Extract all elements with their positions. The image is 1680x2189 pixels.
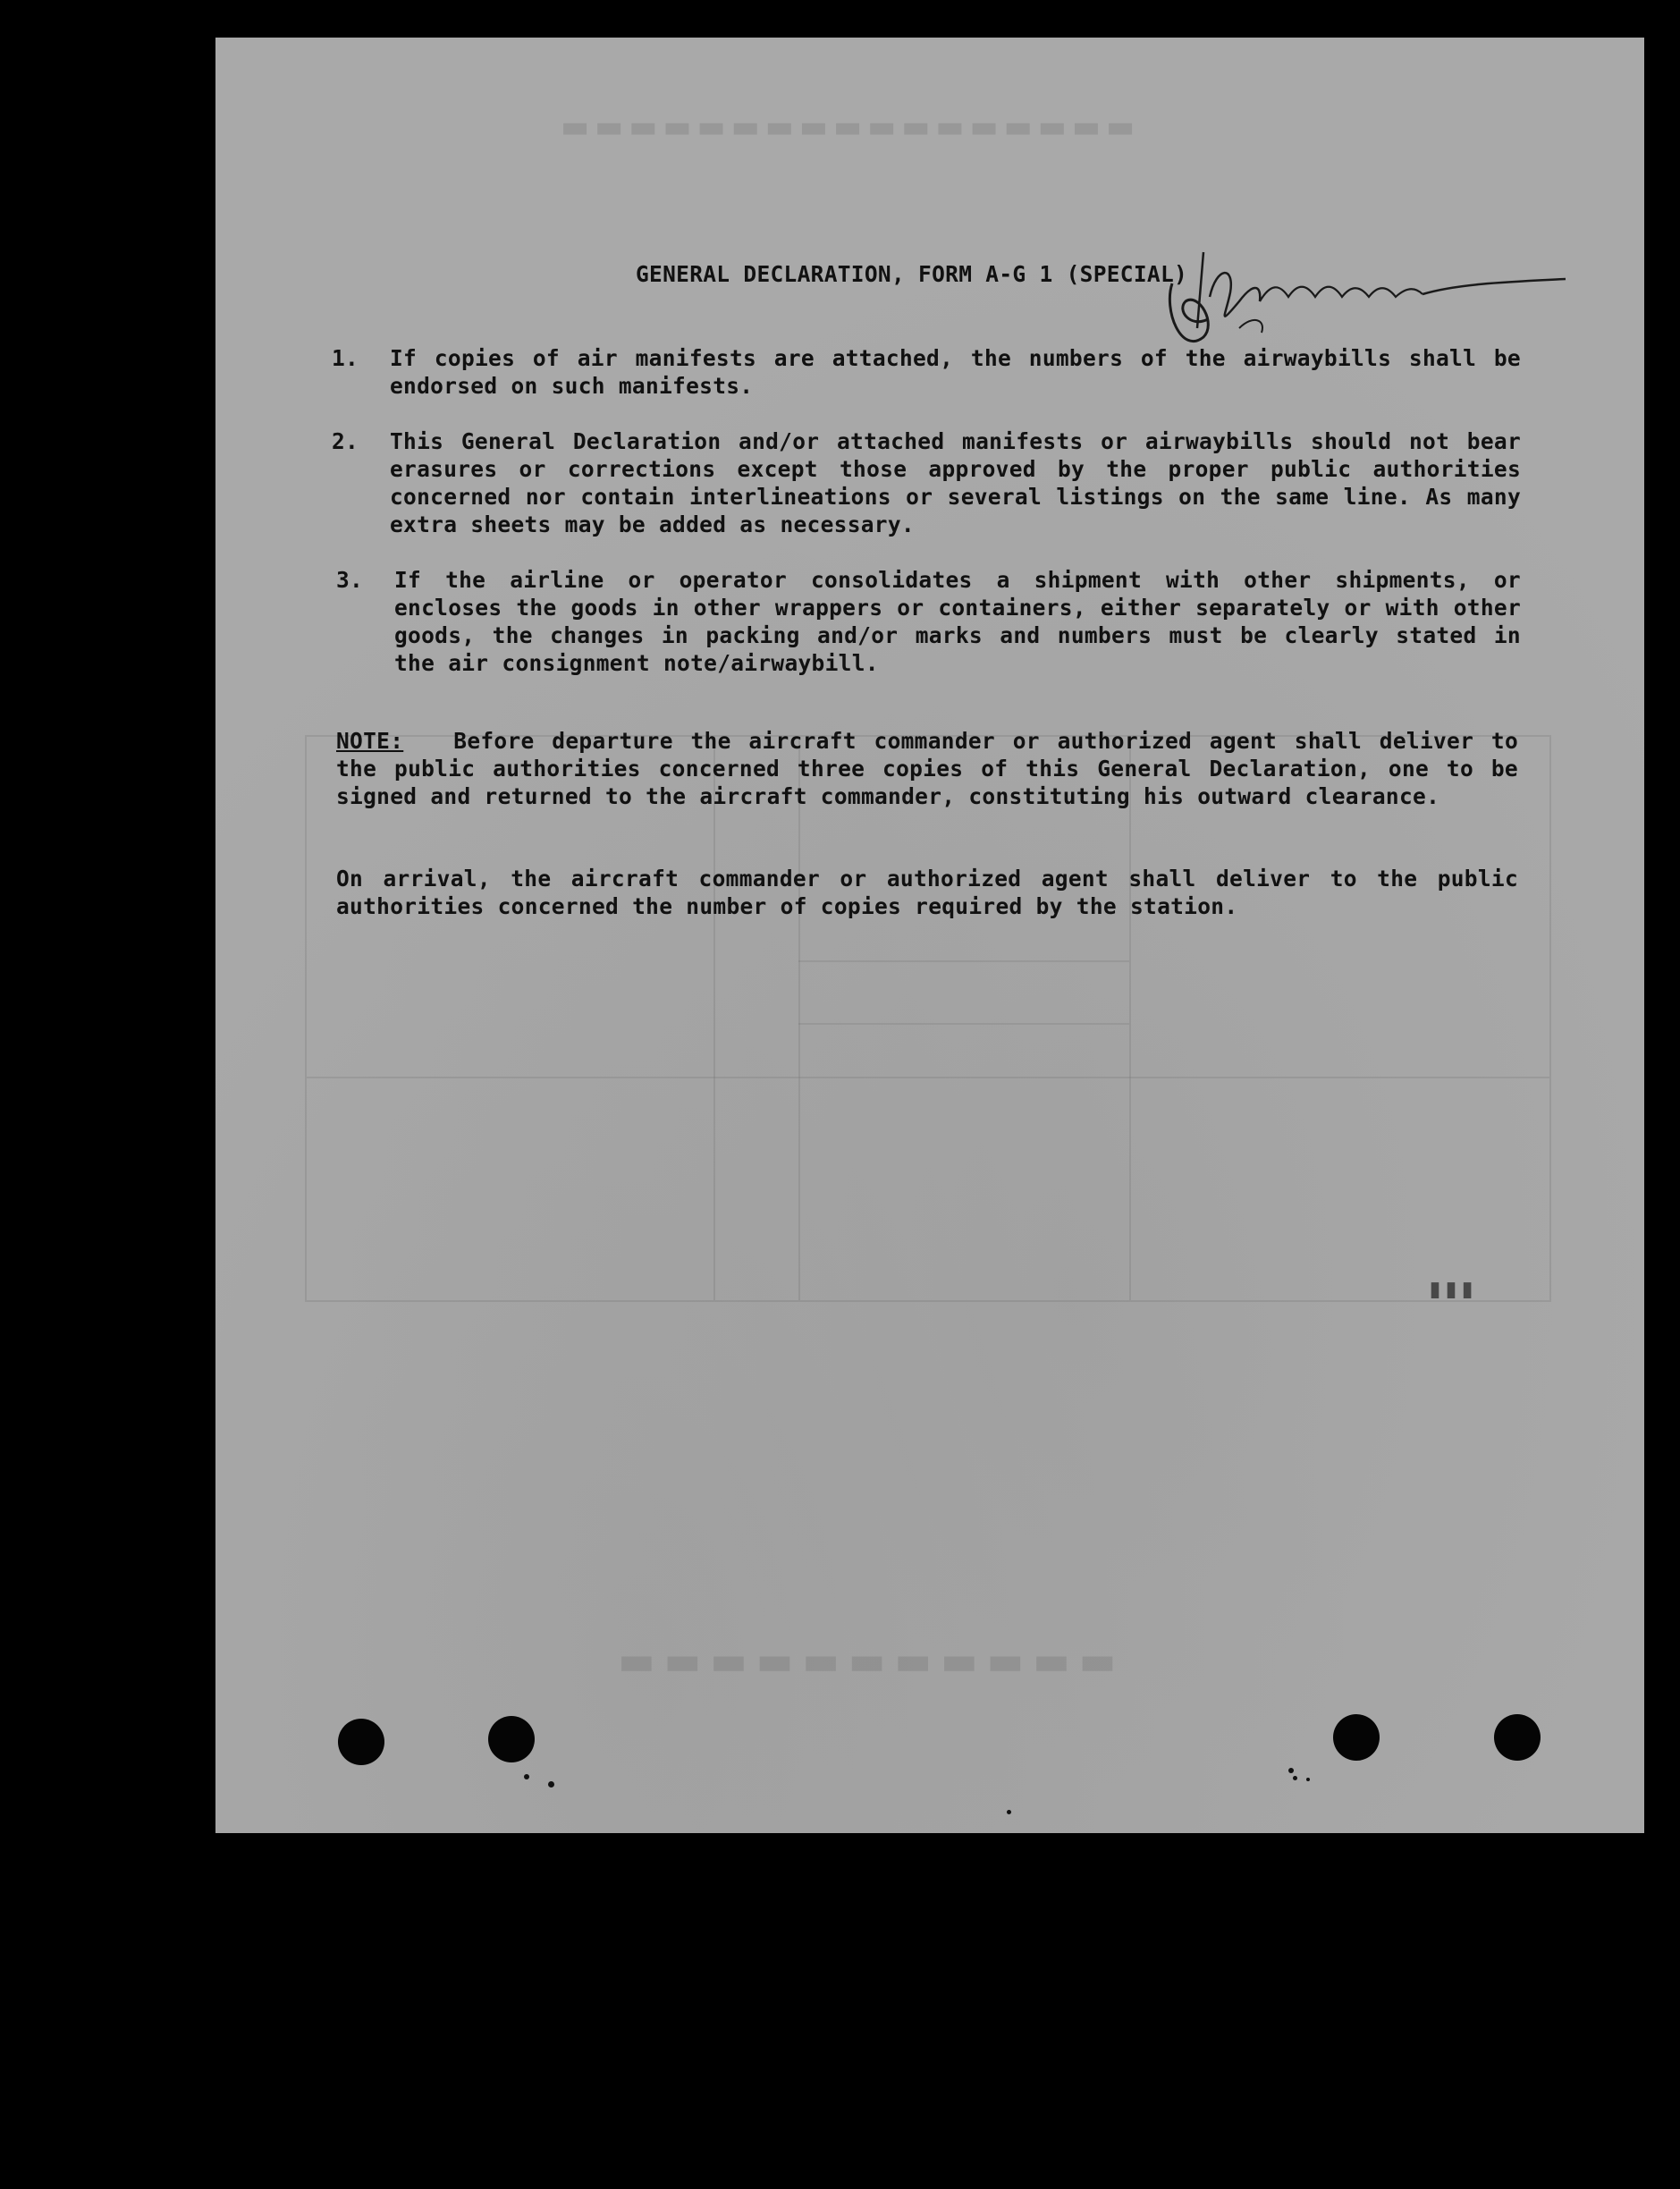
- item-number: 1.: [332, 345, 359, 371]
- document-page: [215, 38, 1644, 1833]
- item-text: If the airline or operator consolidates a shipment with other shipments, or encloses the goods in other wrappers or containers, either separately or with other goods, the changes in packing and/or marks and numbers must be clearly stated in the air consignment note/airwaybill.: [394, 567, 1521, 676]
- note-text: Before departure the aircraft commander or authorized agent shall deliver to the public authorities concerned three copies of this General Declaration, one to be signed and returned to the aircraft commander, constituting his outward clearance.: [336, 728, 1518, 809]
- form-title: GENERAL DECLARATION, FORM A-G 1 (SPECIAL): [636, 261, 1188, 287]
- stamp-mark: ▮▮▮: [1427, 1273, 1476, 1305]
- punch-hole: [488, 1716, 535, 1762]
- punch-hole: [1333, 1714, 1380, 1761]
- note-paragraph: [336, 727, 1518, 810]
- dust-speck: [524, 1774, 529, 1779]
- arrival-paragraph: On arrival, the aircraft commander or authorized agent shall deliver to the public authorities concerned the number of copies required by the station.: [336, 866, 1518, 919]
- punch-hole: [1494, 1714, 1541, 1761]
- dust-speck: [1306, 1778, 1310, 1781]
- dust-speck: [1293, 1776, 1297, 1780]
- dust-speck: [1007, 1810, 1011, 1814]
- bleed-through-header: ▬▬▬▬▬▬▬▬▬▬▬▬▬▬▬▬▬: [555, 109, 1135, 145]
- item-text: If copies of air manifests are attached, the numbers of the airwaybills shall be endorsed on such manifests.: [390, 345, 1521, 399]
- item-number: 2.: [332, 428, 359, 454]
- bleed-through-table: [305, 735, 1551, 1302]
- dust-speck: [548, 1781, 554, 1788]
- dust-speck: [1288, 1768, 1294, 1773]
- bleed-through-footer: ▬▬▬▬▬▬▬▬▬▬▬: [609, 1638, 1117, 1684]
- item-text: This General Declaration and/or attached manifests or airwaybills should not bear erasures or corrections except those approved by the proper public authorities concerned nor contain interlineations or several listings on the same line. As many extra sheets may be added as necessary.: [390, 428, 1521, 537]
- item-number: 3.: [336, 567, 364, 593]
- note-label: NOTE:: [336, 728, 404, 754]
- punch-hole: [338, 1719, 384, 1765]
